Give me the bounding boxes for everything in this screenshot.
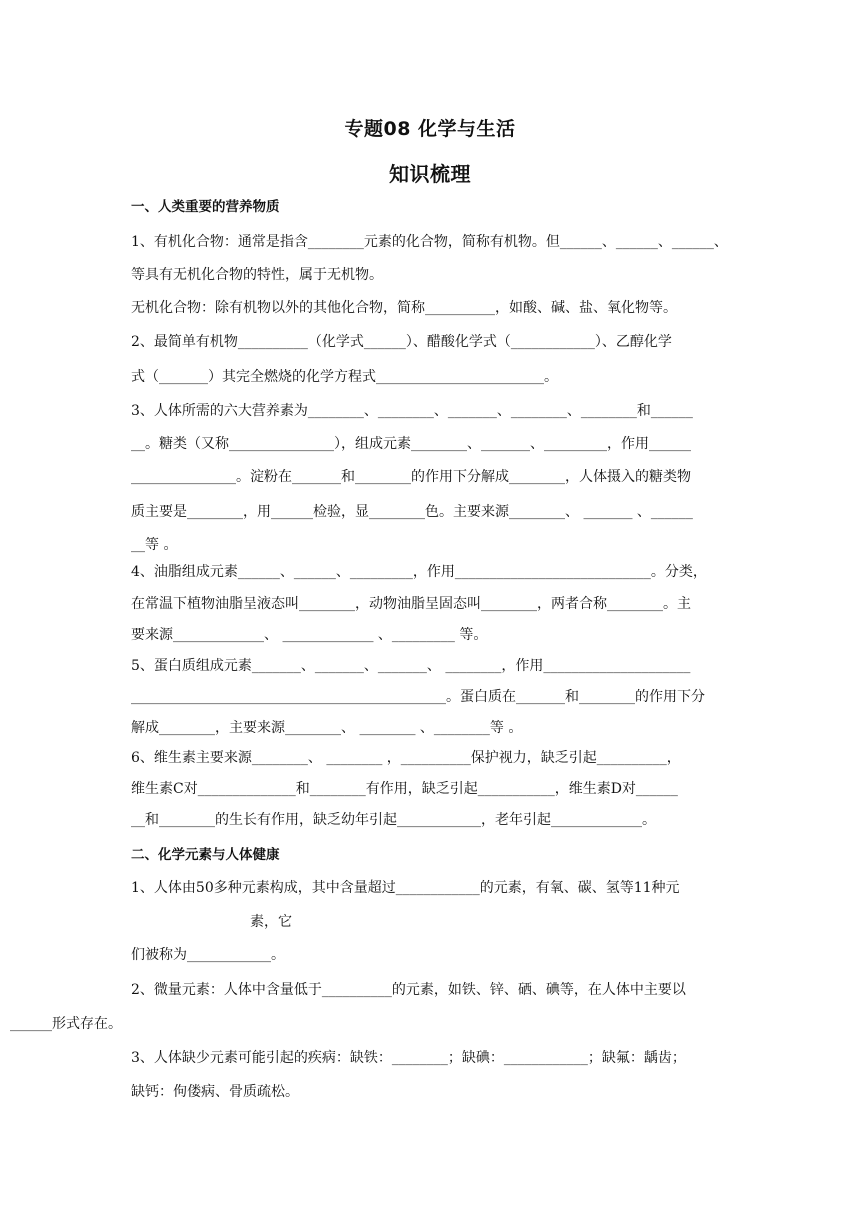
text-line: _______________。淀粉在_______和________的作用下分解成________，人体摄入的糖类物 xyxy=(131,469,691,485)
section-heading-elements: 二、化学元素与人体健康 xyxy=(131,847,280,863)
text-line: __和________的生长有作用，缺乏幼年引起____________，老年引起_____________。 xyxy=(131,812,656,828)
text-line: 4、油脂组成元素______、______、_________，作用____________________________。分类， xyxy=(131,564,707,580)
text-line: 无机化合物：除有机物以外的其他化合物，简称__________，如酸、碱、盐、氧化物等。 xyxy=(131,300,677,316)
text-line: 质主要是________，用______检验，显________色。主要来源________、 _______ 、______ xyxy=(131,504,693,520)
text-line: 要来源_____________、 _____________ 、_________ 等。 xyxy=(131,627,488,643)
text-line: __。糖类（又称_______________），组成元素________、_______、_________，作用______ xyxy=(131,436,691,452)
text-line: 们被称为____________。 xyxy=(131,947,285,963)
text-line: 式（_______）其完全燃烧的化学方程式________________________。 xyxy=(131,369,558,385)
page-title: 专题08 化学与生活 xyxy=(344,118,516,140)
text-line: 缺钙：佝偻病、骨质疏松。 xyxy=(131,1084,299,1100)
text-line: 2、微量元素：人体中含量低于__________的元素，如铁、锌、硒、碘等，在人体中主要以 xyxy=(131,982,686,998)
text-line: 素，它 xyxy=(250,914,292,930)
text-line: 6、维生素主要来源________、 ________ ，__________保护视力，缺乏引起__________， xyxy=(131,750,681,766)
text-line: _____________________________________________。蛋白质在_______和________的作用下分 xyxy=(131,689,705,705)
text-line: 3、人体所需的六大营养素为________、________、_______、________、________和______ xyxy=(131,403,693,419)
text-line: 等具有无机化合物的特性，属于无机物。 xyxy=(131,267,383,283)
text-line: 维生素C对______________和________有作用，缺乏引起___________，维生素D对______ xyxy=(131,781,678,797)
text-line: 1、有机化合物：通常是指含________元素的化合物，简称有机物。但______、______、______、 xyxy=(131,234,728,250)
text-line: ______形式存在。 xyxy=(10,1016,122,1032)
text-line: 2、最简单有机物__________（化学式______）、醋酸化学式（____________）、乙醇化学 xyxy=(131,334,672,350)
section-heading-nutrients: 一、人类重要的营养物质 xyxy=(131,199,280,215)
text-line: 5、蛋白质组成元素_______、_______、_______、 ________，作用_____________________ xyxy=(131,658,691,674)
text-line: __等 。 xyxy=(131,537,178,553)
page-subtitle: 知识梳理 xyxy=(389,162,471,186)
text-line: 1、人体由50多种元素构成，其中含量超过____________的元素，有氧、碳、氢等11种元 xyxy=(131,880,680,896)
text-line: 在常温下植物油脂呈液态叫________，动物油脂呈固态叫________，两者合称________。主 xyxy=(131,596,691,612)
text-line: 3、人体缺少元素可能引起的疾病：缺铁：________；缺碘：____________；缺氟：龋齿； xyxy=(131,1050,686,1066)
text-line: 解成________，主要来源________、 ________ 、________等 。 xyxy=(131,720,523,736)
